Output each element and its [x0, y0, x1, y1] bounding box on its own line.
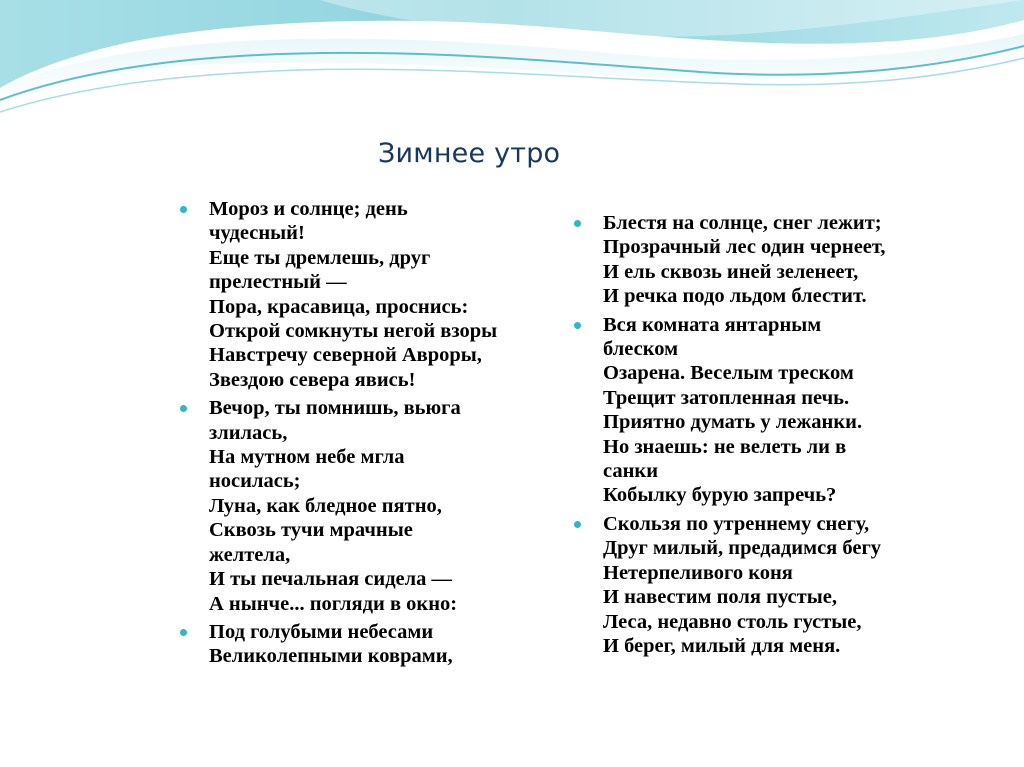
stanza-bullet-item — [574, 211, 994, 309]
poem-line: прелестный — — [209, 271, 347, 294]
poem-line: желтела, — [209, 543, 291, 566]
poem-line: Скользя по утреннему снегу, — [603, 512, 870, 535]
poem-right-column — [574, 211, 994, 662]
poem-line: Мороз и солнце; день — [209, 198, 408, 220]
poem-line: Трещит затопленная печь. — [603, 386, 850, 409]
poem-line: Великолепными коврами, — [209, 645, 453, 668]
poem-line: Блестя на солнце, снег лежит; — [603, 212, 882, 234]
header-wave-decoration — [0, 0, 1024, 130]
poem-line: Вся комната янтарным — [603, 313, 822, 336]
poem-line: А нынче... погляди в окно: — [209, 592, 458, 615]
poem-line: Вечор, ты помнишь, вьюга — [209, 397, 461, 420]
poem-line: На мутном небе мгла — [209, 446, 405, 469]
poem-line: Еще ты дремлешь, друг — [209, 246, 431, 269]
bullet-dot-icon — [574, 521, 581, 528]
slide-title: Зимнее утро — [378, 138, 561, 169]
poem-line: Приятно думать у лежанки. — [603, 411, 863, 434]
poem-line: Под голубыми небесами — [209, 620, 434, 643]
poem-line: Озарена. Веселым треском — [603, 362, 854, 385]
poem-line: Луна, как бледное пятно, — [209, 494, 442, 517]
poem-line: Кобылку бурую запречь? — [603, 484, 837, 507]
poem-line: санки — [603, 460, 659, 483]
poem-line: чудесный! — [209, 222, 305, 245]
poem-line: Сквозь тучи мрачные — [209, 519, 413, 542]
poem-line: Но знаешь: не велеть ли в — [603, 435, 847, 458]
stanza-bullet-item — [180, 620, 580, 669]
bullet-dot-icon — [180, 206, 187, 213]
stanza-bullet-item — [574, 313, 994, 508]
bullet-dot-icon — [180, 629, 187, 636]
poem-line: злилась, — [209, 421, 288, 444]
stanza-bullet-item — [574, 512, 994, 658]
poem-line: И берег, милый для меня. — [603, 634, 841, 657]
poem-line: Друг милый, предадимся бегу — [603, 537, 882, 560]
stanza-bullet-item — [180, 396, 580, 616]
poem-line: Нетерпеливого коня — [603, 561, 793, 584]
poem-line: Пора, красавица, проснись: — [209, 295, 469, 318]
bullet-dot-icon — [574, 220, 581, 227]
poem-line: Прозрачный лес один чернеет, — [603, 236, 886, 259]
bullet-dot-icon — [180, 405, 187, 412]
poem-line: Звездою севера явись! — [209, 368, 416, 391]
poem-line: Леса, недавно столь густые, — [603, 610, 862, 633]
poem-line: И ель сквозь иней зеленеет, — [603, 260, 859, 283]
poem-line: И ты печальная сидела — — [209, 568, 453, 591]
stanza-bullet-item — [180, 197, 580, 392]
poem-line: блеском — [603, 338, 679, 361]
poem-left-column — [180, 197, 580, 673]
poem-line: И навестим поля пустые, — [603, 586, 837, 609]
poem-line: Открой сомкнуты негой взоры — [209, 320, 498, 343]
bullet-dot-icon — [574, 322, 581, 329]
poem-line: И речка подо льдом блестит. — [603, 285, 867, 308]
poem-line: Навстречу северной Авроры, — [209, 344, 482, 367]
poem-line: носилась; — [209, 470, 301, 493]
